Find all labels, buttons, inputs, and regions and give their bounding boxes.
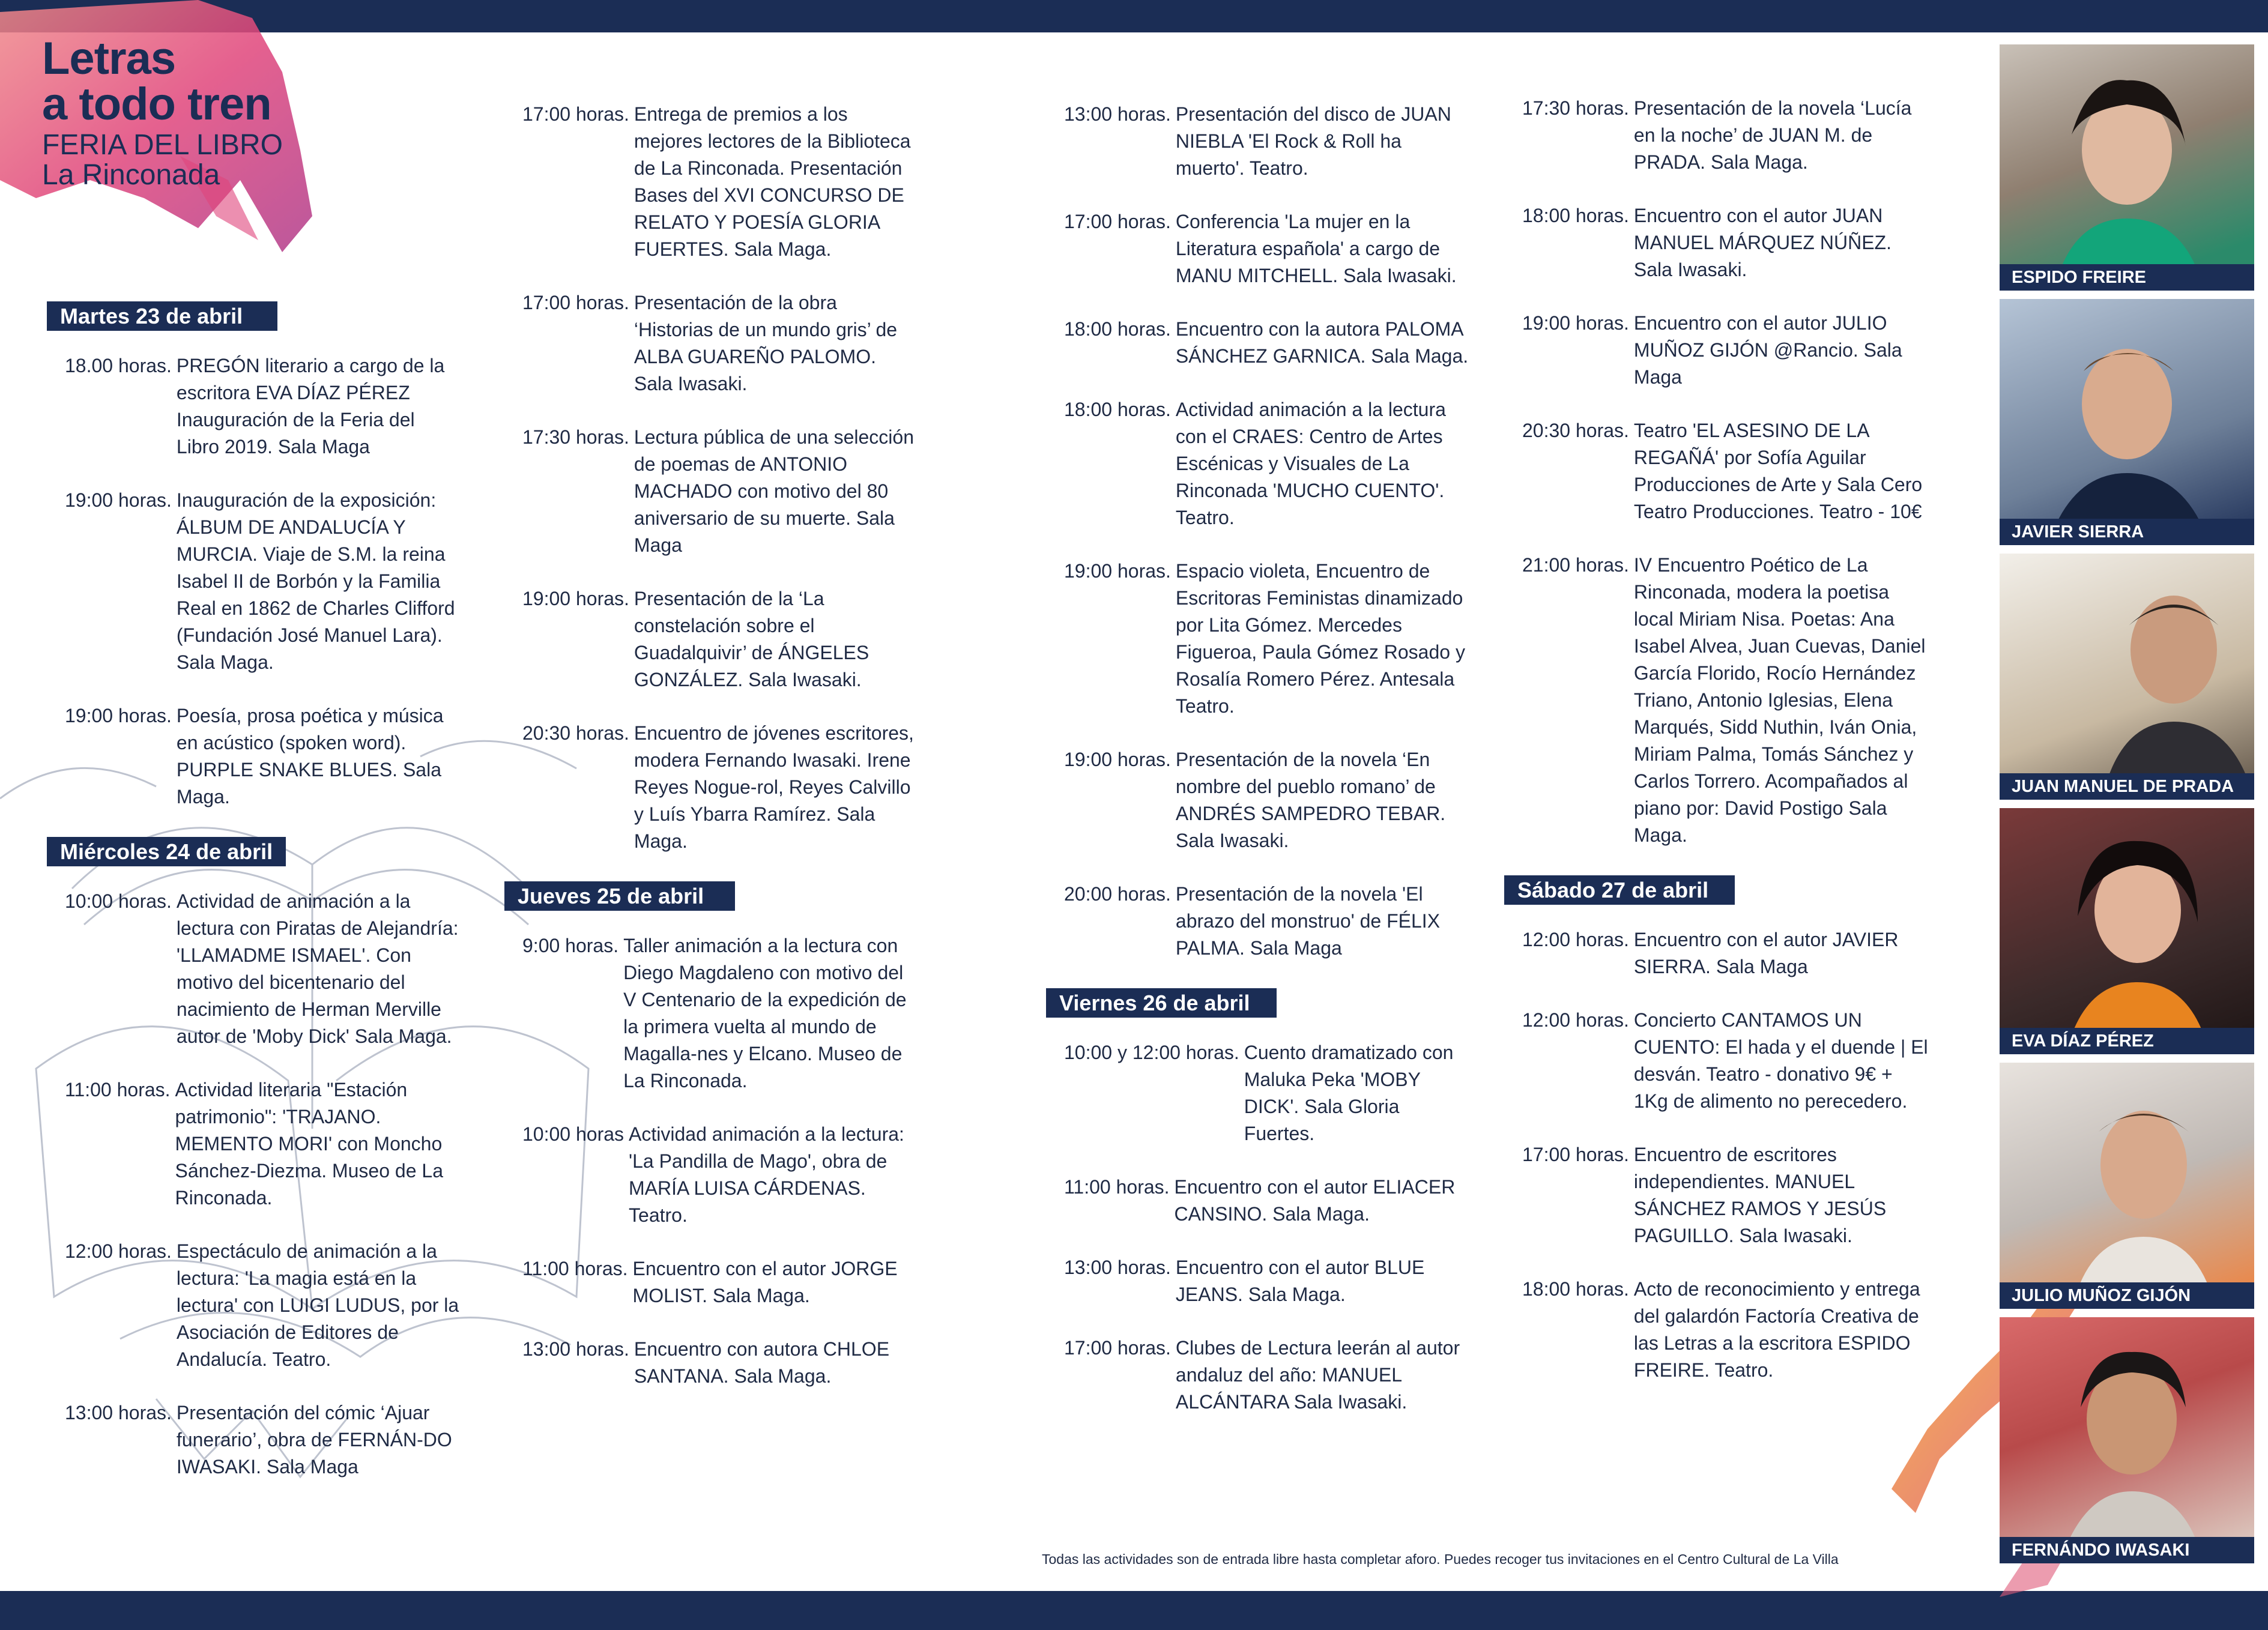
- photo-caption: JAVIER SIERRA: [2000, 519, 2254, 545]
- event-time: 18:00 horas.: [1522, 205, 1629, 226]
- event-time: 10:00 y 12:00 horas.: [1064, 1042, 1239, 1063]
- event-description: Encuentro con el autor BLUE JEANS. Sala Maga.: [1175, 1257, 1425, 1305]
- event-time: 12:00 horas.: [65, 1240, 172, 1262]
- program-column-2: [518, 101, 919, 1416]
- footer-note: Todas las actividades son de entrada libre hasta completar aforo. Puedes recoger tus invitaciones en el Centro Cultural de La Villa: [1042, 1551, 1839, 1567]
- event-description: Presentación del cómic ‘Ajuar funerario’, obra de FERNÁN-DO IWASAKI. Sala Maga: [176, 1402, 452, 1478]
- event-time: 10:00 horas: [522, 1123, 624, 1145]
- event-time: 17:00 horas.: [522, 103, 629, 125]
- event-item: [522, 585, 919, 693]
- event-item: [1064, 558, 1472, 720]
- author-photo-julio-munoz-gijon: [2000, 1063, 2254, 1309]
- event-time: 21:00 horas.: [1522, 554, 1629, 576]
- photo-caption: EVA DÍAZ PÉREZ: [2000, 1028, 2254, 1054]
- day-header-viernes: Viernes 26 de abril: [1046, 988, 1277, 1018]
- event-item: [522, 1255, 919, 1309]
- event-item: [1522, 417, 1931, 525]
- logo-line-2: a todo tren: [42, 79, 271, 130]
- event-description: Lectura pública de una selección de poemas de ANTONIO MACHADO con motivo del 80 aniversario de su muerte. Sala Maga: [634, 426, 914, 556]
- event-description: Encuentro con autora CHLOE SANTANA. Sala Maga.: [634, 1338, 890, 1387]
- logo-line-4: La Rinconada: [42, 159, 220, 191]
- event-description: Encuentro con el autor JUAN MANUEL MÁRQUEZ NÚÑEZ. Sala Iwasaki.: [1633, 205, 1892, 280]
- portrait-silhouette-icon: [2000, 299, 2254, 545]
- event-description: Taller animación a la lectura con Diego Magdaleno con motivo del V Centenario de la expedición de la primera vuelta al mundo de Magalla-nes y Elcano. Museo de La Rinconada.: [623, 935, 907, 1091]
- event-description: Encuentro con el autor JAVIER SIERRA. Sala Maga: [1633, 929, 1899, 977]
- event-time: 17:00 horas.: [522, 292, 629, 313]
- photo-caption: ESPIDO FREIRE: [2000, 264, 2254, 291]
- event-description: PREGÓN literario a cargo de la escritora EVA DÍAZ PÉREZ Inauguración de la Feria del Libro 2019. Sala Maga: [176, 355, 445, 457]
- event-description: Acto de reconocimiento y entrega del galardón Factoría Creativa de las Letras a la escritora ESPIDO FREIRE. Teatro.: [1633, 1278, 1920, 1381]
- day-header-jueves: Jueves 25 de abril: [504, 881, 735, 911]
- event-item: [1522, 1141, 1931, 1249]
- event-description: Encuentro de jóvenes escritores, modera Fernando Iwasaki. Irene Reyes Nogue-rol, Reyes Calvillo y Luís Ybarra Ramírez. Sala Maga.: [634, 722, 914, 852]
- event-description: Actividad animación a la lectura con el CRAES: Centro de Artes Escénicas y Visuales de La Rinconada 'MUCHO CUENTO'. Teatro.: [1175, 399, 1446, 528]
- event-time: 12:00 horas.: [1522, 929, 1629, 950]
- event-description: Presentación de la novela 'El abrazo del monstruo' de FÉLIX PALMA. Sala Maga: [1175, 883, 1441, 959]
- program-column-3: [1059, 101, 1472, 1442]
- event-time: 11:00 horas.: [1064, 1176, 1170, 1198]
- event-time: 13:00 horas.: [65, 1402, 172, 1423]
- event-item: [65, 1076, 461, 1212]
- event-time: 19:00 horas.: [1064, 749, 1171, 770]
- photo-caption: JUAN MANUEL DE PRADA: [2000, 773, 2254, 800]
- event-description: Clubes de Lectura leerán al autor andaluz del año: MANUEL ALCÁNTARA Sala Iwasaki.: [1175, 1337, 1460, 1413]
- event-time: 17:30 horas.: [1522, 97, 1629, 119]
- event-item: [1064, 1335, 1472, 1416]
- event-description: Concierto CANTAMOS UN CUENTO: El hada y el duende | El desván. Teatro - donativo 9€ + 1Kg de alimento no perecedero.: [1633, 1009, 1928, 1112]
- portrait-silhouette-icon: [2000, 1063, 2254, 1309]
- event-item: [1064, 316, 1472, 370]
- event-item: [65, 1399, 461, 1481]
- event-time: 11:00 horas.: [522, 1258, 628, 1279]
- event-description: Actividad animación a la lectura: 'La Pandilla de Mago', obra de MARÍA LUISA CÁRDENAS. Teatro.: [629, 1123, 904, 1226]
- event-item: [1522, 552, 1931, 849]
- event-time: 13:00 horas.: [522, 1338, 629, 1360]
- event-description: IV Encuentro Poético de La Rinconada, modera la poetisa local Miriam Nisa. Poetas: Ana Isabel Alvea, Juan Cuevas, Daniel García Florido, Rocío Hernández Triano, Antonio Iglesias, Elena Marqués, Sidd Nuthin, Iván Onia, Miriam Palma, Tomás Sánchez y Carlos Torrero. Acompañados al piano por: David Postigo Sala Maga.: [1633, 554, 1926, 846]
- event-description: Espectáculo de animación a la lectura: 'La magia está en la lectura' con LUIGI LUDUS, por la Asociación de Editores de Andalucía. Teatro.: [176, 1240, 459, 1370]
- event-description: Entrega de premios a los mejores lectores de la Biblioteca de La Rinconada. Presentación Bases del XVI CONCURSO DE RELATO Y POESÍA GLORIA FUERTES. Sala Maga.: [634, 103, 911, 260]
- event-description: Poesía, prosa poética y música en acústico (spoken word). PURPLE SNAKE BLUES. Sala Maga.: [176, 705, 444, 807]
- author-photo-espido-freire: [2000, 44, 2254, 291]
- event-time: 20:30 horas.: [1522, 420, 1629, 441]
- event-item: [1064, 746, 1472, 854]
- event-description: Espacio violeta, Encuentro de Escritoras Feministas dinamizado por Lita Gómez. Mercedes Figueroa, Paula Gómez Rosado y Rosalía Romero Pérez. Antesala Teatro.: [1175, 560, 1465, 717]
- event-time: 17:00 horas.: [1064, 211, 1171, 232]
- event-description: Conferencia 'La mujer en la Literatura española' a cargo de MANU MITCHELL. Sala Iwasaki.: [1175, 211, 1457, 286]
- event-time: 19:00 horas.: [65, 489, 172, 511]
- author-photo-eva-diaz-perez: [2000, 808, 2254, 1054]
- event-description: Presentación de la novela ‘En nombre del pueblo romano’ de ANDRÉS SAMPEDRO TEBAR. Sala Iwasaki.: [1175, 749, 1446, 851]
- day-header-miercoles: Miércoles 24 de abril: [47, 837, 286, 866]
- portrait-silhouette-icon: [2000, 554, 2254, 800]
- event-time: 9:00 horas.: [522, 935, 619, 956]
- event-item: [1522, 310, 1931, 391]
- event-description: Encuentro con la autora PALOMA SÁNCHEZ GARNICA. Sala Maga.: [1175, 318, 1469, 367]
- event-item: [522, 1121, 919, 1229]
- event-time: 11:00 horas.: [65, 1079, 171, 1100]
- event-description: Actividad literaria "Estación patrimonio": 'TRAJANO. MEMENTO MORI' con Moncho Sánchez-Diezma. Museo de La Rinconada.: [175, 1079, 443, 1209]
- photo-caption: JULIO MUÑOZ GIJÓN: [2000, 1282, 2254, 1309]
- event-item: [522, 101, 919, 263]
- portrait-silhouette-icon: [2000, 44, 2254, 291]
- event-time: 12:00 horas.: [1522, 1009, 1629, 1031]
- event-time: 20:30 horas.: [522, 722, 629, 744]
- event-item: [1064, 396, 1472, 531]
- event-item: [1064, 208, 1472, 289]
- event-time: 13:00 horas.: [1064, 1257, 1171, 1278]
- event-description: Encuentro con el autor ELIACER CANSINO. Sala Maga.: [1174, 1176, 1456, 1225]
- event-item: [1522, 1007, 1931, 1115]
- event-item: [1064, 881, 1472, 962]
- event-item: [65, 352, 461, 460]
- event-time: 17:30 horas.: [522, 426, 629, 448]
- author-photo-javier-sierra: [2000, 299, 2254, 545]
- author-photo-fernando-iwasaki: [2000, 1317, 2254, 1563]
- event-description: Inauguración de la exposición: ÁLBUM DE ANDALUCÍA Y MURCIA. Viaje de S.M. la reina Isabel II de Borbón y la Familia Real en 1862 de Charles Clifford (Fundación José Manuel Lara). Sala Maga.: [176, 489, 455, 673]
- event-item: [522, 424, 919, 559]
- event-time: 17:00 horas.: [1522, 1144, 1629, 1165]
- logo-line-1: Letras: [42, 33, 176, 84]
- event-item: [65, 487, 461, 676]
- event-description: Encuentro con el autor JORGE MOLIST. Sala Maga.: [632, 1258, 898, 1306]
- event-time: 20:00 horas.: [1064, 883, 1171, 905]
- event-item: [1522, 95, 1931, 176]
- event-description: Presentación de la ‘La constelación sobre el Guadalquivir’ de ÁNGELES GONZÁLEZ. Sala Iwasaki.: [634, 588, 869, 690]
- event-time: 17:00 horas.: [1064, 1337, 1171, 1359]
- event-description: Cuento dramatizado con Maluka Peka 'MOBY DICK'. Sala Gloria Fuertes.: [1244, 1042, 1454, 1144]
- event-item: [522, 720, 919, 855]
- program-column-4: [1517, 95, 1931, 1410]
- event-item: [1522, 202, 1931, 283]
- event-item: [522, 289, 919, 397]
- event-description: Encuentro con el autor JULIO MUÑOZ GIJÓN @Rancio. Sala Maga: [1633, 312, 1902, 388]
- photo-caption: FERNÁNDO IWASAKI: [2000, 1537, 2254, 1563]
- event-description: Presentación de la novela ‘Lucía en la noche’ de JUAN M. de PRADA. Sala Maga.: [1633, 97, 1912, 173]
- event-description: Encuentro de escritores independientes. MANUEL SÁNCHEZ RAMOS Y JESÚS PAGUILLO. Sala Iwasaki.: [1633, 1144, 1887, 1246]
- event-item: [1064, 1174, 1472, 1228]
- author-photo-juan-manuel-de-prada: [2000, 554, 2254, 800]
- event-time: 13:00 horas.: [1064, 103, 1171, 125]
- event-time: 18:00 horas.: [1064, 318, 1171, 340]
- event-item: [65, 702, 461, 810]
- event-time: 18.00 horas.: [65, 355, 172, 376]
- event-item: [1064, 1039, 1472, 1147]
- portrait-silhouette-icon: [2000, 808, 2254, 1054]
- event-description: Actividad de animación a la lectura con Piratas de Alejandría: 'LLAMADME ISMAEL'. Con motivo del bicentenario del nacimiento de Herman Merville autor de 'Moby Dick' Sala Maga.: [176, 890, 459, 1047]
- event-item: [1064, 101, 1472, 182]
- day-header-martes: Martes 23 de abril: [47, 301, 277, 331]
- event-item: [65, 1238, 461, 1373]
- logo-line-3: FERIA DEL LIBRO: [42, 129, 283, 161]
- event-time: 19:00 horas.: [1064, 560, 1171, 582]
- event-description: Presentación de la obra ‘Historias de un mundo gris’ de ALBA GUAREÑO PALOMO. Sala Iwasaki.: [634, 292, 898, 394]
- portrait-silhouette-icon: [2000, 1317, 2254, 1563]
- program-column-1: [60, 301, 461, 1507]
- top-band: [0, 0, 2268, 32]
- event-time: 19:00 horas.: [65, 705, 172, 726]
- event-description: Presentación del disco de JUAN NIEBLA 'El Rock & Roll ha muerto'. Teatro.: [1175, 103, 1451, 179]
- event-item: [522, 932, 919, 1094]
- event-item: [522, 1336, 919, 1390]
- event-item: [65, 888, 461, 1050]
- event-item: [1522, 926, 1931, 980]
- event-item: [1064, 1254, 1472, 1308]
- event-time: 19:00 horas.: [522, 588, 629, 609]
- event-time: 10:00 horas.: [65, 890, 172, 912]
- festival-logo: [42, 33, 283, 191]
- event-time: 18:00 horas.: [1522, 1278, 1629, 1300]
- event-description: Teatro 'EL ASESINO DE LA REGAÑÁ' por Sofía Aguilar Producciones de Arte y Sala Cero Teatro Producciones. Teatro - 10€: [1633, 420, 1923, 522]
- event-item: [1522, 1276, 1931, 1384]
- event-time: 19:00 horas.: [1522, 312, 1629, 334]
- event-time: 18:00 horas.: [1064, 399, 1171, 420]
- day-header-sabado: Sábado 27 de abril: [1504, 875, 1735, 905]
